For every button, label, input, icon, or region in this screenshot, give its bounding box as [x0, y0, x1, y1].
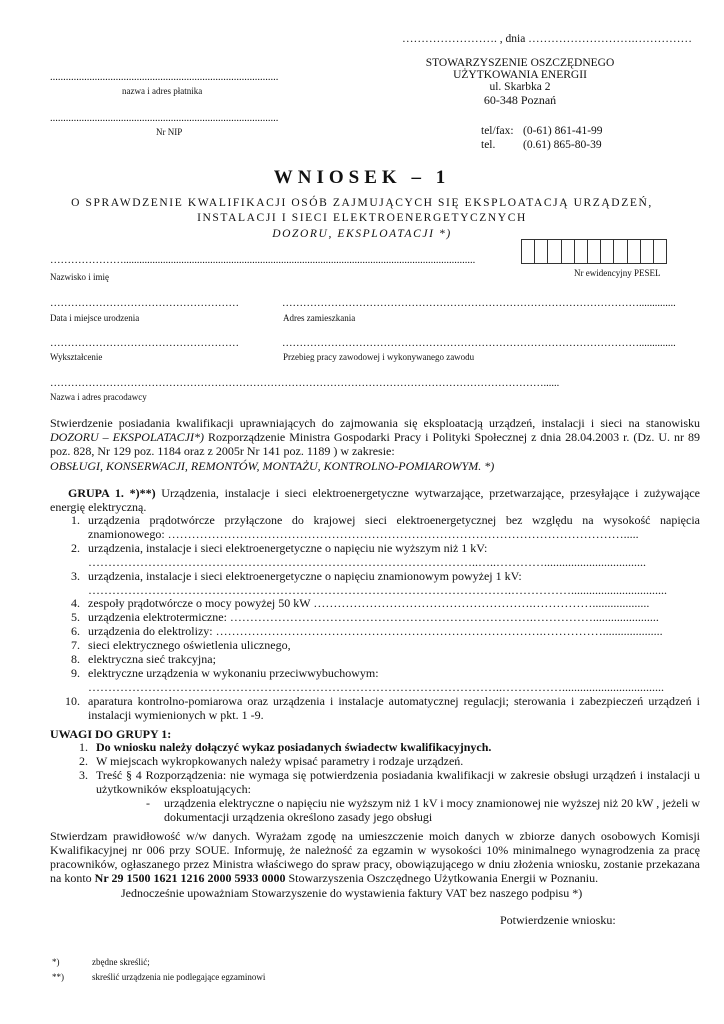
payer-field[interactable]: ....................................................................................... [50, 72, 279, 83]
pesel-digit-box[interactable] [587, 239, 601, 264]
date-line[interactable]: ……………………. , dnia ……………………….…………… [402, 33, 693, 45]
group-1-desc: Urządzenia, instalacje i sieci elektroenergetyczne wytwarzające, przetwarzające, przesyłające i zużywające energię elektryczną. [50, 486, 700, 514]
phone-value: (0.61) 865-80-39 [523, 139, 602, 151]
list-item: 1. Do wniosku należy dołączyć wykaz posiadanych świadectw kwalifikacyjnych. [79, 740, 492, 754]
bank-account: Nr 29 1500 1621 1216 2000 5933 0000 [94, 870, 286, 885]
group-1-heading [50, 486, 700, 514]
nip-field[interactable]: ....................................................................................... [50, 113, 279, 124]
statement-text: Stwierdzam prawidłowość w/w danych. Wyrażam zgodę na umieszczenie moich danych w zbiorze danych osobowych Komisji Kwalifikacyjnej nr 006 przy SOUE. Informuję, że należność za egzamin w wysokości 10% minimalnego wynagrodzenia za pracę pracowników, ogłaszanego przez Ministra właściwego do spraw pracy, obowiązującego w dniu złożenia wniosku, zostanie przekazana na konto [50, 829, 700, 885]
group-1-label: GRUPA 1. *)**) [68, 486, 156, 500]
statement-end: Stowarzyszenia Oszczędnego Użytkowania Energii w Poznaniu. [285, 870, 599, 885]
recipient-line: 60-348 Poznań [483, 93, 557, 107]
list-item[interactable]: 5. urządzenia elektrotermiczne: ………………………………………………………………….……………...................... [71, 610, 659, 625]
pesel-digit-box[interactable] [521, 239, 535, 264]
phone-fax-label: tel/fax: [481, 125, 514, 137]
pesel-boxes[interactable] [522, 239, 667, 264]
career-label: Przebieg pracy zawodowej i wykonywanego zawodu [283, 352, 475, 362]
recipient-line: STOWARZYSZENIE OSZCZĘDNEGO [425, 57, 615, 69]
list-item[interactable]: 6. urządzenia do elektrolizy: ……………………………………………………………………….…………….................... [71, 624, 663, 639]
list-item: 9. elektryczne urządzenia w wykonaniu przeciwwybuchowym: [71, 665, 379, 680]
pesel-digit-box[interactable] [600, 239, 614, 264]
list-item[interactable]: …………………………………………………………………………………………….……………................................ [88, 583, 667, 597]
list-item: 10. aparatura kontrolno-pomiarowa oraz urządzenia i instalacje automatycznej regulacji; sterowania i zabezpieczeń urządzeń i instalacji wymienionych w pkt. 1 -9. [65, 693, 700, 722]
intro-scope: OBSŁUGI, KONSERWACJI, REMONTÓW, MONTAŻU, KONTROLNO-POMIAROWYM. *) [50, 458, 495, 473]
list-item: 3. Treść § 4 Rozporządzenia: nie wymaga się potwierdzenia posiadania kwalifikacji w zakresie obsługi urządzeń i instalacji u użytkowników eksploatujących: [79, 767, 700, 796]
pesel-digit-box[interactable] [561, 239, 575, 264]
career-field[interactable]: ………………………………………………………………………………………….............. [282, 338, 676, 349]
title-sub-2: INSTALACJI I SIECI ELEKTROENERGETYCZNYCH [197, 212, 527, 224]
pesel-digit-box[interactable] [574, 239, 588, 264]
list-item: 8. elektryczna sieć trakcyjna; [71, 652, 216, 667]
list-item: - urządzenia elektryczne o napięciu nie wyższym niż 1 kV i mocy znamionowej nie wyższej niż 20 kW , jeżeli w dokumentacji urządzenia określono zasady jego obsługi [146, 795, 700, 824]
statement-paragraph [50, 830, 700, 886]
recipient-line: ul. Skarbka 2 [489, 81, 551, 93]
phone-fax [481, 125, 603, 137]
vat-authorization: Jednocześnie upoważniam Stowarzyszenie do wystawienia faktury VAT bez naszego podpisu *) [121, 886, 583, 900]
footnote-mark: *) [52, 957, 60, 967]
intro-text-1: Stwierdzenie posiadania kwalifikacji uprawniających do zajmowania się eksploatacją urządzeń, instalacji i sieci na stanowisku [50, 416, 700, 430]
intro-text-italic: DOZORU – EKSPOLATACJI*) [50, 430, 204, 445]
recipient-line: UŻYTKOWANIA ENERGII [453, 69, 587, 81]
pesel-label: Nr ewidencyjny PESEL [574, 268, 661, 278]
list-item: 3. urządzenia, instalacje i sieci elektroenergetyczne o napięciu znamionowym powyżej 1 kV: [71, 568, 522, 583]
pesel-digit-box[interactable] [627, 239, 641, 264]
group-1-list [50, 514, 700, 723]
footnote-text: zbędne skreślić; [92, 957, 150, 967]
birth-label: Data i miejsce urodzenia [50, 313, 140, 323]
birth-field[interactable]: ……………………………………………… [50, 298, 239, 309]
intro-text-rest: Rozporządzenie Ministra Gospodarki Pracy i Polityki Społecznej z dnia 28.04.2003 r. (Dz. U. nr 89 poz. 828, Nr 129 poz. 1184 oraz z 2005r Nr 141 poz. 1189 ) w zakresie: [50, 430, 700, 459]
notes-heading: UWAGI DO GRUPY 1: [50, 727, 172, 741]
employer-field[interactable]: ……………………………………………………………………………………………………………………………...... [50, 378, 560, 389]
notes-list [50, 741, 700, 824]
list-item[interactable]: 4. zespoły prądotwórcze o mocy powyżej 50 kW ……………………………………………….……………................... [71, 596, 650, 611]
list-item: 1. urządzenia prądotwórcze przyłączone do krajowej sieci elektroenergetycznej bez względu na wysokość napięcia znamionowego: ……………………………………………………………………………………………………..... [71, 513, 700, 541]
list-item[interactable]: …………………………………………………………………………………………..…………….................................. [88, 680, 664, 694]
footnote-mark: **) [52, 972, 64, 982]
footnote-text: skreślić urządzenia nie podlegające egzaminowi [92, 972, 266, 982]
recipient-address [420, 57, 620, 108]
phone-fax-value: (0-61) 861-41-99 [523, 125, 603, 137]
list-item[interactable]: ……………………………………………………………………………………..…..………….................................. [88, 555, 646, 569]
address-field[interactable]: ………………………………………………………………………………………….............. [282, 298, 676, 309]
title-sub-1: O SPRAWDZENIE KWALIFIKACJI OSÓB ZAJMUJĄCYCH SIĘ EKSPLOATACJĄ URZĄDZEŃ, [71, 197, 653, 209]
name-label: Nazwisko i imię [50, 272, 109, 282]
pesel-digit-box[interactable] [653, 239, 667, 264]
payer-label: nazwa i adres płatnika [122, 86, 203, 96]
list-item: 7. sieci elektrycznego oświetlenia ulicznego, [71, 638, 291, 653]
title-sub-3: DOZORU, EKSPLOATACJI *) [272, 228, 452, 240]
list-item: 2. urządzenia, instalacje i sieci elektroenergetyczne o napięciu nie wyższym niż 1 kV: [71, 540, 488, 555]
phone-label: tel. [481, 139, 496, 151]
pesel-digit-box[interactable] [534, 239, 548, 264]
nip-label: Nr NIP [156, 127, 183, 137]
pesel-digit-box[interactable] [547, 239, 561, 264]
address-label: Adres zamieszkania [283, 313, 356, 323]
education-label: Wykształcenie [50, 352, 103, 362]
phone [481, 139, 602, 151]
pesel-digit-box[interactable] [640, 239, 654, 264]
confirmation-label: Potwierdzenie wniosku: [500, 913, 616, 927]
education-field[interactable]: ……………………………………………… [50, 338, 239, 349]
name-field[interactable]: …………………...................................................................................................................................... [50, 255, 476, 266]
page-title: WNIOSEK – 1 [273, 167, 451, 188]
pesel-digit-box[interactable] [613, 239, 627, 264]
intro-paragraph [50, 416, 700, 473]
list-item: 2. W miejscach wykropkowanych należy wpisać parametry i rodzaje urządzeń. [79, 753, 464, 768]
employer-label: Nazwa i adres pracodawcy [50, 392, 147, 402]
